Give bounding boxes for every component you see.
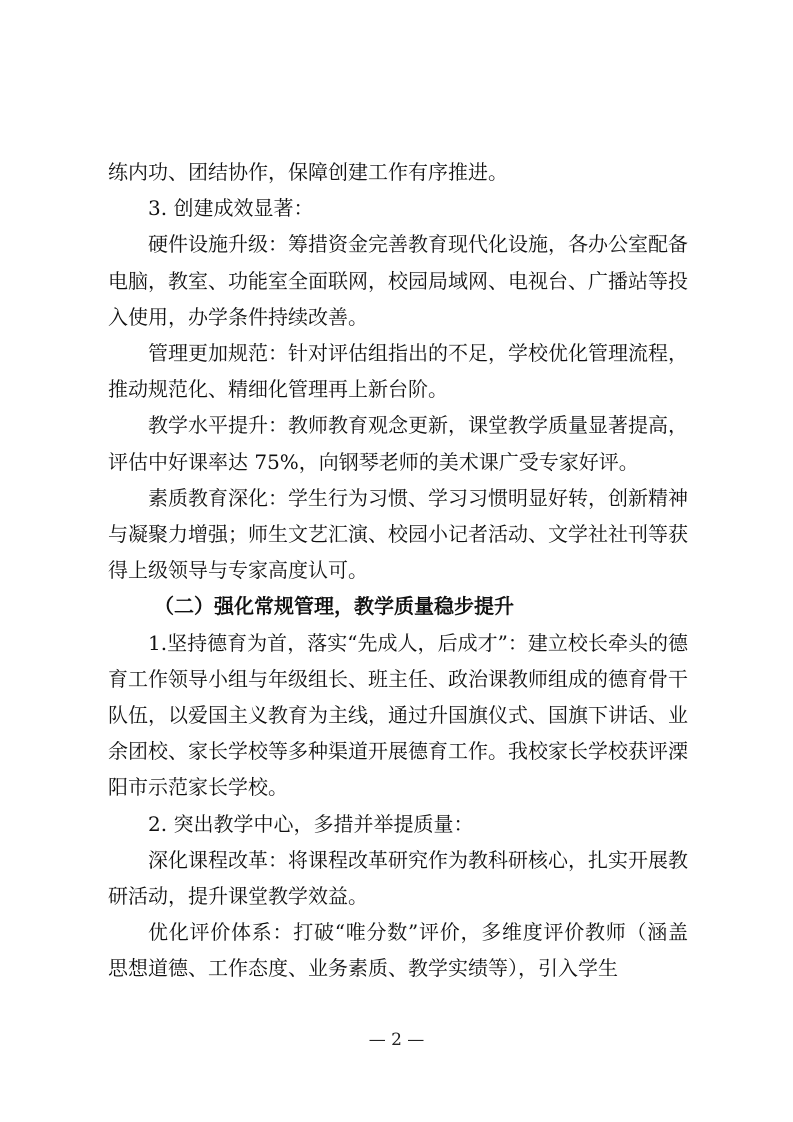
- body-text: [108, 154, 688, 987]
- paragraph-teaching: 教学水平提升：教师教育观念更新，课堂教学质量显著提高，评估中好课率达 75%，向钢琴老师的美术课广受专家好评。: [108, 413, 688, 474]
- section-heading: （二）强化常规管理，教学质量稳步提升: [154, 594, 514, 619]
- paragraph-teaching-center: 2. 突出教学中心，多措并举提质量：: [148, 811, 474, 836]
- paragraph-section-3-title: 3. 创建成效显著：: [148, 196, 314, 221]
- page-number: — 2 —: [368, 1030, 425, 1050]
- paragraph-management: 管理更加规范：针对评估组指出的不足，学校优化管理流程，推动规范化、精细化管理再上新台阶。: [108, 341, 688, 402]
- paragraph-continuation: 练内功、团结协作，保障创建工作有序推进。: [108, 160, 508, 184]
- paragraph-quality-education: 素质教育深化：学生行为习惯、学习习惯明显好转，创新精神与凝聚力增强；师生文艺汇演、校园小记者活动、文学社社刊等获得上级领导与专家高度认可。: [108, 485, 688, 583]
- paragraph-evaluation-system: 优化评价体系：打破“唯分数”评价，多维度评价教师（涵盖思想道德、工作态度、业务素质、教学实绩等），引入学生: [108, 920, 688, 981]
- paragraph-curriculum-reform: 深化课程改革：将课程改革研究作为教科研核心，扎实开展教研活动，提升课堂教学效益。: [108, 847, 688, 909]
- paragraph-moral-education: 1.坚持德育为首，落实“先成人，后成才”：建立校长牵头的德育工作领导小组与年级组长、班主任、政治课教师组成的德育骨干队伍，以爱国主义教育为主线，通过升国旗仪式、国旗下讲话、业余团校、家长学校等多种渠道开展德育工作。我校家长学校获评溧阳市示范家长学校。: [108, 630, 688, 800]
- paragraph-hardware: 硬件设施升级：筹措资金完善教育现代化设施，各办公室配备电脑，教室、功能室全面联网，校园局域网、电视台、广播站等投入使用，办学条件持续改善。: [108, 232, 688, 329]
